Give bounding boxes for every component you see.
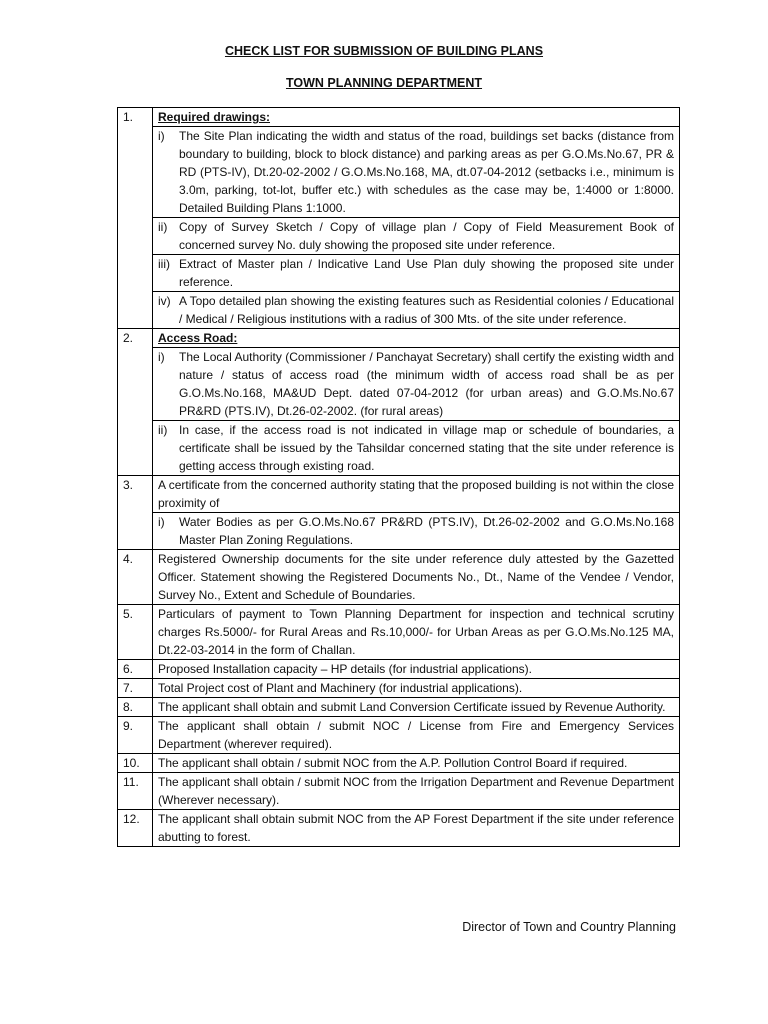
checklist-row [118,605,680,660]
item-number: 9. [118,717,153,754]
sub-item-text: Water Bodies as per G.O.Ms.No.67 PR&RD (PTS.IV), Dt.26-02-2002 and G.O.Ms.No.168 Master Plan Zoning Regulations. [174,513,679,550]
item-text: Registered Ownership documents for the site under reference duly attested by the Gazetted Officer. Statement showing the Registered Documents No., Dt., Name of the Vendee / Vendor, Survey No., Extent and Schedule of Boundaries. [153,550,680,605]
item-heading: Required drawings: [158,110,271,124]
item-number: 10. [118,754,153,773]
signature-line: Director of Town and Country Planning [462,920,676,934]
checklist-row [118,660,680,679]
checklist-row [118,679,680,698]
item-heading: Access Road: [158,331,238,345]
checklist-row [118,773,680,810]
item-text: A certificate from the concerned authority stating that the proposed building is not within the close proximity of [158,478,674,510]
sub-item-roman: i) [153,513,174,550]
sub-item [153,127,679,218]
item-number: 8. [118,698,153,717]
item-number: 1. [118,108,153,329]
sub-item [153,255,679,292]
item-number: 2. [118,329,153,476]
item-text: The applicant shall obtain submit NOC from the AP Forest Department if the site under reference abutting to forest. [153,810,680,847]
page-title: CHECK LIST FOR SUBMISSION OF BUILDING PLANS [224,44,544,58]
item-content [153,108,680,329]
checklist-row [118,754,680,773]
sub-items [153,347,679,475]
checklist-row [118,550,680,605]
sub-item [153,292,679,329]
item-text: Particulars of payment to Town Planning Department for inspection and technical scrutiny charges Rs.5000/- for Rural Areas and Rs.10,000/- for Urban Areas as per G.O.Ms.No.125 MA, Dt.22-03-2014 in the form of Challan. [153,605,680,660]
item-text: The applicant shall obtain and submit Land Conversion Certificate issued by Revenue Authority. [153,698,680,717]
department-subtitle: TOWN PLANNING DEPARTMENT [285,76,483,90]
sub-item-text: A Topo detailed plan showing the existing features such as Residential colonies / Educational / Medical / Religious institutions with a radius of 300 Mts. of the site under reference. [174,292,679,329]
item-text: The applicant shall obtain / submit NOC from the A.P. Pollution Control Board if required. [153,754,680,773]
sub-item-roman: ii) [153,421,174,476]
item-number: 12. [118,810,153,847]
sub-item-roman: i) [153,348,174,421]
sub-item-roman: ii) [153,218,174,255]
sub-item-text: The Site Plan indicating the width and status of the road, buildings set backs (distance from boundary to building, block to block distance) and parking areas as per G.O.Ms.No.67, PR & RD (PTS-IV), Dt.20-02-2002 / G.O.Ms.No.168, MA, dt.07-04-2012 (setbacks i.e., minimum is 3.0m, parking, tot-lot, buffer etc.) with schedules as the case may be, 1:4000 or 1:8000. Detailed Building Plans 1:1000. [174,127,679,218]
item-text: The applicant shall obtain / submit NOC from the Irrigation Department and Revenue Department (Wherever necessary). [153,773,680,810]
sub-item-text: Copy of Survey Sketch / Copy of village plan / Copy of Field Measurement Book of concerned survey No. duly showing the proposed site under reference. [174,218,679,255]
sub-item [153,348,679,421]
checklist-row [118,476,680,550]
checklist-row [118,698,680,717]
item-text: The applicant shall obtain / submit NOC / License from Fire and Emergency Services Department (wherever required). [153,717,680,754]
checklist-row [118,810,680,847]
item-number: 5. [118,605,153,660]
item-number: 7. [118,679,153,698]
sub-item-text: Extract of Master plan / Indicative Land Use Plan duly showing the proposed site under reference. [174,255,679,292]
sub-item [153,513,679,550]
item-number: 6. [118,660,153,679]
sub-item [153,421,679,476]
sub-items [153,512,679,549]
sub-item-text: In case, if the access road is not indicated in village map or schedule of boundaries, a certificate shall be issued by the Tahsildar concerned stating that the site under reference is getting access through existing road. [174,421,679,476]
item-content [153,476,680,550]
sub-items [153,126,679,328]
item-text: Proposed Installation capacity – HP details (for industrial applications). [153,660,680,679]
item-content [153,329,680,476]
item-number: 3. [118,476,153,550]
item-number: 4. [118,550,153,605]
checklist-row [118,717,680,754]
sub-item-text: The Local Authority (Commissioner / Panchayat Secretary) shall certify the existing width and nature / status of access road (the minimum width of access road shall be as per G.O.Ms.No.168, MA&UD Dept. dated 07-04-2012 (for urban areas) and G.O.Ms.No.67 PR&RD (PTS.IV), Dt.26-02-2002. (for rural areas) [174,348,679,421]
checklist-table [117,107,680,847]
checklist-row [118,329,680,476]
item-text: Total Project cost of Plant and Machinery (for industrial applications). [153,679,680,698]
checklist-row [118,108,680,329]
sub-item-roman: i) [153,127,174,218]
sub-item-roman: iii) [153,255,174,292]
item-number: 11. [118,773,153,810]
sub-item-roman: iv) [153,292,174,329]
sub-item [153,218,679,255]
